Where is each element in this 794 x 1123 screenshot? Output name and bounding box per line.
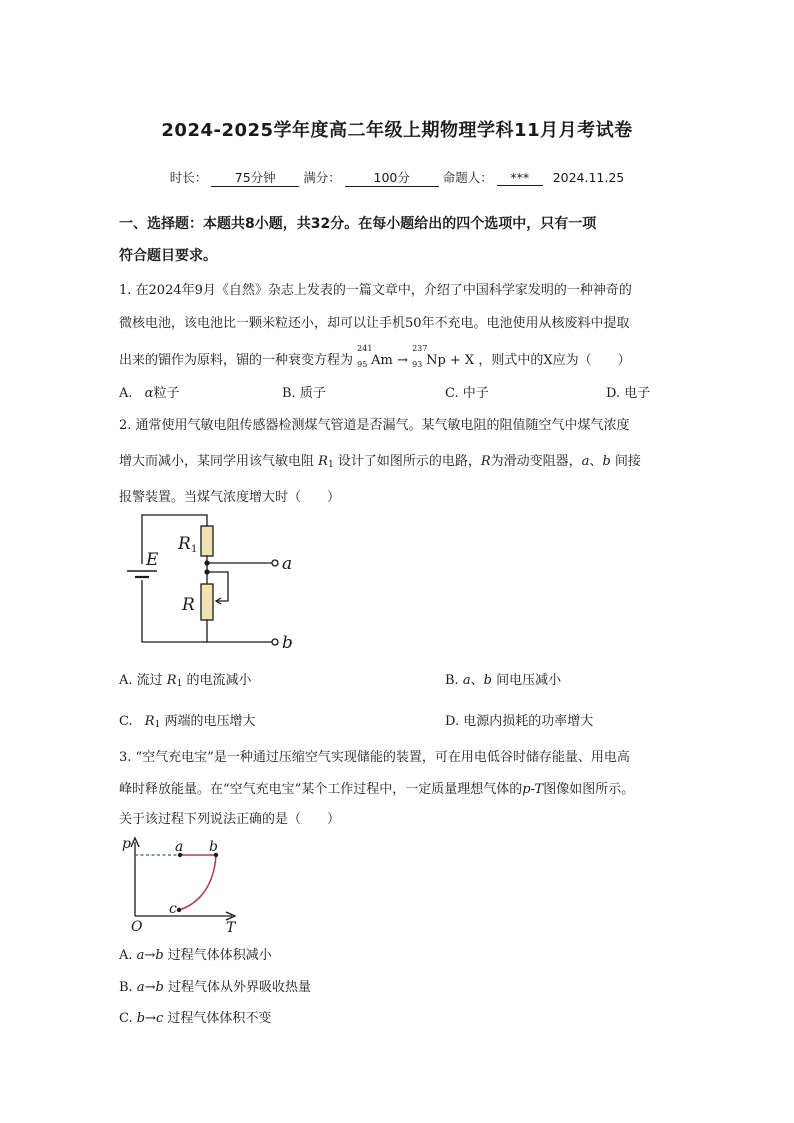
junction-dot-1: [204, 560, 209, 565]
q1-line3-suffix: ，则式中的X应为（ ）: [478, 353, 631, 368]
q2-line3: 报警装置。当煤气浓度增大时（ ）: [119, 490, 341, 505]
q1-option-d[interactable]: D. 电子: [606, 386, 651, 401]
label-b: b: [282, 633, 293, 653]
label-c-point: c: [169, 901, 177, 917]
duration-label: 时长：: [169, 170, 208, 185]
am-symbol: Am: [371, 353, 393, 368]
author-label: 命题人：: [442, 170, 493, 185]
q2-option-d[interactable]: D. 电源内损耗的功率增大: [445, 714, 594, 729]
nuclide-np: [412, 344, 475, 369]
decay-arrow: →: [397, 353, 408, 368]
q2-option-a[interactable]: A. 流过 $R_1$ 的电流减小: [119, 673, 252, 689]
q3-option-c[interactable]: C. b→c 过程气体体积不变: [119, 1011, 272, 1026]
q1-line3: [119, 344, 631, 369]
q1-option-c[interactable]: C. 中子: [445, 386, 489, 401]
q3-line2: 峰时释放能量。在“空气充电宝”某个工作过程中，一定质量理想气体的p-T图像如图所示。: [119, 782, 635, 797]
pT-label: p-T: [522, 782, 544, 797]
exam-title: 2024-2025学年度高二年级上期物理学科11月月考试卷: [161, 120, 633, 141]
terminal-b: [272, 639, 278, 645]
resistor-r: [201, 584, 213, 620]
label-a-point: a: [175, 839, 184, 855]
pT-graph: [118, 832, 253, 936]
am-mass-number: 241: [357, 344, 373, 353]
duration-value: 75分钟: [211, 168, 299, 187]
q3-option-a[interactable]: A. a→b 过程气体体积减小: [119, 948, 272, 963]
q2-line1: 2. 通常使用气敏电阻传感器检测煤气管道是否漏气。某气敏电阻的阻值随空气中煤气浓度: [119, 418, 630, 433]
curve-bc: [179, 855, 216, 910]
r-symbol: R: [480, 454, 491, 469]
label-R1: R: [178, 534, 191, 554]
exam-meta: [0, 168, 794, 187]
label-b-point: b: [209, 839, 218, 855]
r1-symbol: R: [318, 454, 328, 469]
q3-option-b[interactable]: B. a→b 过程气体从外界吸收热量: [119, 980, 311, 995]
q2-line2: 增大而减小，某同学用该气敏电阻 $R_1$ 设计了如图所示的电路，R为滑动变阻器，a、b 间接: [119, 454, 641, 470]
wire-to-b: [207, 620, 272, 642]
score-value: 100分: [345, 168, 439, 187]
label-T: T: [226, 920, 236, 936]
author-value: ***: [497, 170, 543, 186]
am-atomic-number: 95: [357, 360, 368, 369]
label-O: O: [131, 919, 143, 935]
resistor-r1: [201, 526, 213, 556]
score-label: 满分：: [303, 170, 341, 185]
wire-bottom: [142, 580, 207, 642]
np-atomic-number: 93: [412, 360, 423, 369]
q1-option-a[interactable]: A. α粒子: [119, 386, 180, 401]
section1-line1: 一、选择题：本题共8小题，共32分。在每小题给出的四个选项中，只有一项: [119, 216, 597, 232]
exam-date: 2024.11.25: [552, 170, 625, 185]
q3-line1: 3. “空气充电宝”是一种通过压缩空气实现储能的装置，可在用电低谷时储存能量、用电高: [119, 750, 630, 765]
circuit-diagram: [118, 508, 308, 656]
section1-line2: 符合题目要求。: [119, 248, 217, 264]
nuclide-am: [357, 344, 393, 369]
q1-line1: 1. 在2024年9月《自然》杂志上发表的一篇文章中，介绍了中国科学家发明的一种神奇的: [119, 283, 632, 298]
q1-line3-prefix: 出来的镅作为原料，镅的一种衰变方程为: [119, 353, 354, 368]
q1-line2: 微核电池，该电池比一颗米粒还小，却可以让手机50年不充电。电池使用从核废料中提取: [119, 316, 630, 331]
label-R: R: [182, 595, 195, 615]
label-a: a: [282, 554, 293, 574]
np-mass-number: 237: [412, 344, 428, 353]
label-E: E: [146, 550, 159, 570]
label-R1-sub: 1: [191, 544, 198, 555]
point-c: [177, 908, 181, 912]
q1-option-b[interactable]: B. 质子: [282, 386, 326, 401]
np-expression: Np + X: [426, 353, 475, 368]
label-p: p: [122, 836, 131, 852]
terminal-a: [272, 560, 278, 566]
q2-option-c[interactable]: C. $R_1$ 两端的电压增大: [119, 714, 256, 730]
q3-line3: 关于该过程下列说法正确的是（ ）: [119, 812, 341, 827]
junction-dot-2: [204, 569, 209, 574]
q2-option-b[interactable]: B. a、b 间电压减小: [445, 673, 562, 688]
